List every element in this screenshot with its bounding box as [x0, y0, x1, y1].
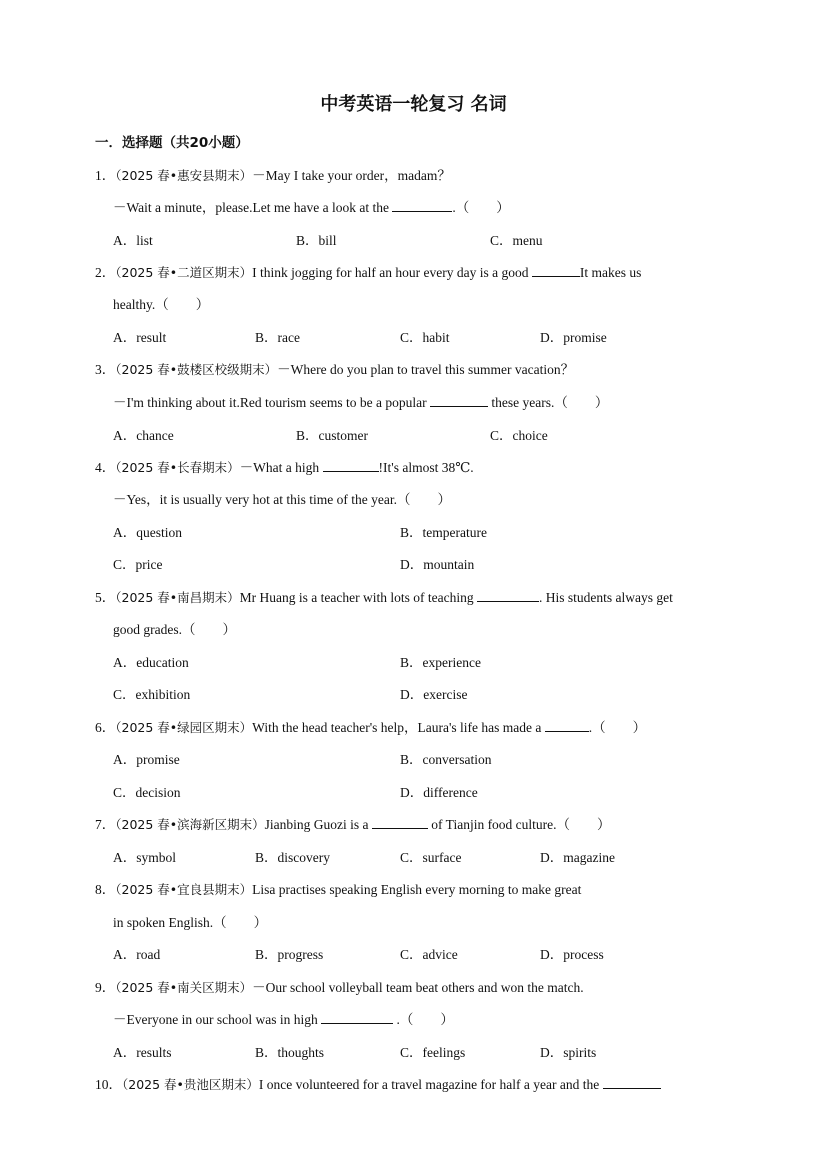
page-title: 中考英语一轮复习 名词: [320, 94, 507, 115]
question-3-stem: 3．（2025 春•鼓楼区校级期末）－Where do you plan to travel this summer vacation？: [95, 362, 575, 377]
section-heading: 一．选择题（共20小题）: [95, 135, 249, 151]
question-4-line2: －Yes，it is usually very hot at this time of the year.（ ）: [113, 492, 451, 507]
question-1-line2: －Wait a minute，please.Let me have a look at the .（ ）: [113, 200, 510, 215]
question-4-stem: 4．（2025 春•长春期末）－What a high !It's almost 38℃.: [95, 460, 474, 475]
option-b[interactable]: B．conversation: [400, 752, 492, 767]
option-c[interactable]: C．advice: [400, 947, 458, 962]
question-3-line2: －I'm thinking about it.Red tourism seems to be a popular these years.（ ）: [113, 395, 609, 410]
option-c[interactable]: C．decision: [113, 785, 181, 800]
question-source: （2025 春•长春期末）: [115, 460, 240, 475]
option-a[interactable]: A．question: [113, 525, 182, 540]
option-d[interactable]: D．mountain: [400, 557, 475, 572]
option-c[interactable]: C．choice: [490, 428, 548, 443]
question-number: 5．: [95, 590, 116, 605]
option-d[interactable]: D．magazine: [540, 850, 615, 865]
answer-blank[interactable]: [323, 459, 379, 472]
option-b[interactable]: B．race: [255, 330, 300, 345]
option-b[interactable]: B．bill: [296, 233, 337, 248]
answer-blank[interactable]: [372, 816, 428, 829]
question-source: （2025 春•宜良县期末）: [115, 882, 253, 897]
question-source: （2025 春•惠安县期末）: [115, 168, 253, 183]
question-6-stem: 6．（2025 春•绿园区期末）With the head teacher's help，Laura's life has made a .（ ）: [95, 720, 647, 735]
option-c[interactable]: C．menu: [490, 233, 543, 248]
question-number: 9．: [95, 980, 116, 995]
option-c[interactable]: C．price: [113, 557, 163, 572]
option-d[interactable]: D．spirits: [540, 1045, 597, 1060]
question-number: 3．: [95, 362, 116, 377]
option-b[interactable]: B．discovery: [255, 850, 330, 865]
option-c[interactable]: C．feelings: [400, 1045, 466, 1060]
option-d[interactable]: D．process: [540, 947, 604, 962]
option-a[interactable]: A．promise: [113, 752, 180, 767]
question-number: 6．: [95, 720, 116, 735]
question-source: （2025 春•南关区期末）: [115, 980, 253, 995]
question-10-stem: 10．（2025 春•贵池区期末）I once volunteered for a travel magazine for half a year and the: [95, 1073, 661, 1093]
option-c[interactable]: C．habit: [400, 330, 450, 345]
question-2-line2: healthy.（ ）: [113, 297, 210, 312]
option-c[interactable]: C．surface: [400, 850, 462, 865]
answer-blank[interactable]: [603, 1076, 661, 1089]
question-1-stem: 1．（2025 春•惠安县期末）－May I take your order，madam？: [95, 168, 451, 183]
answer-blank[interactable]: [545, 719, 589, 732]
question-source: （2025 春•二道区期末）: [115, 265, 253, 280]
option-b[interactable]: B．customer: [296, 428, 368, 443]
question-source: （2025 春•绿园区期末）: [115, 720, 253, 735]
option-a[interactable]: A．results: [113, 1045, 172, 1060]
question-source: （2025 春•鼓楼区校级期末）: [115, 362, 278, 377]
answer-blank[interactable]: [477, 589, 539, 602]
question-7-stem: 7．（2025 春•滨海新区期末）Jianbing Guozi is a of Tianjin food culture.（ ）: [95, 817, 611, 832]
answer-blank[interactable]: [321, 1011, 393, 1024]
question-number: 10．: [95, 1077, 122, 1092]
question-number: 4．: [95, 460, 116, 475]
option-c[interactable]: C．exhibition: [113, 687, 191, 702]
question-5-line2: good grades.（ ）: [113, 622, 236, 637]
answer-blank[interactable]: [532, 264, 580, 277]
option-a[interactable]: A．chance: [113, 428, 174, 443]
question-5-stem: 5．（2025 春•南昌期末）Mr Huang is a teacher with lots of teaching . His students always get: [95, 590, 673, 605]
question-2-stem: 2．（2025 春•二道区期末）I think jogging for half an hour every day is a good It makes us: [95, 265, 642, 280]
option-d[interactable]: D．promise: [540, 330, 607, 345]
question-number: 1．: [95, 168, 116, 183]
answer-blank[interactable]: [430, 394, 488, 407]
question-8-line2: in spoken English.（ ）: [113, 915, 268, 930]
question-number: 2．: [95, 265, 116, 280]
option-a[interactable]: A．result: [113, 330, 167, 345]
question-number: 7．: [95, 817, 116, 832]
question-9-stem: 9．（2025 春•南关区期末）－Our school volleyball team beat others and won the match.: [95, 980, 584, 995]
question-source: （2025 春•贵池区期末）: [122, 1077, 259, 1092]
question-number: 8．: [95, 882, 116, 897]
option-d[interactable]: D．difference: [400, 785, 478, 800]
option-d[interactable]: D．exercise: [400, 687, 468, 702]
question-8-stem: 8．（2025 春•宜良县期末）Lisa practises speaking English every morning to make great: [95, 882, 582, 897]
option-a[interactable]: A．road: [113, 947, 161, 962]
option-a[interactable]: A．education: [113, 655, 189, 670]
question-source: （2025 春•南昌期末）: [115, 590, 240, 605]
option-b[interactable]: B．experience: [400, 655, 481, 670]
option-a[interactable]: A．symbol: [113, 850, 177, 865]
option-b[interactable]: B．progress: [255, 947, 324, 962]
option-a[interactable]: A．list: [113, 233, 153, 248]
option-b[interactable]: B．thoughts: [255, 1045, 325, 1060]
question-source: （2025 春•滨海新区期末）: [115, 817, 265, 832]
answer-blank[interactable]: [392, 199, 452, 212]
option-b[interactable]: B．temperature: [400, 525, 487, 540]
question-9-line2: －Everyone in our school was in high .（ ）: [113, 1012, 454, 1027]
